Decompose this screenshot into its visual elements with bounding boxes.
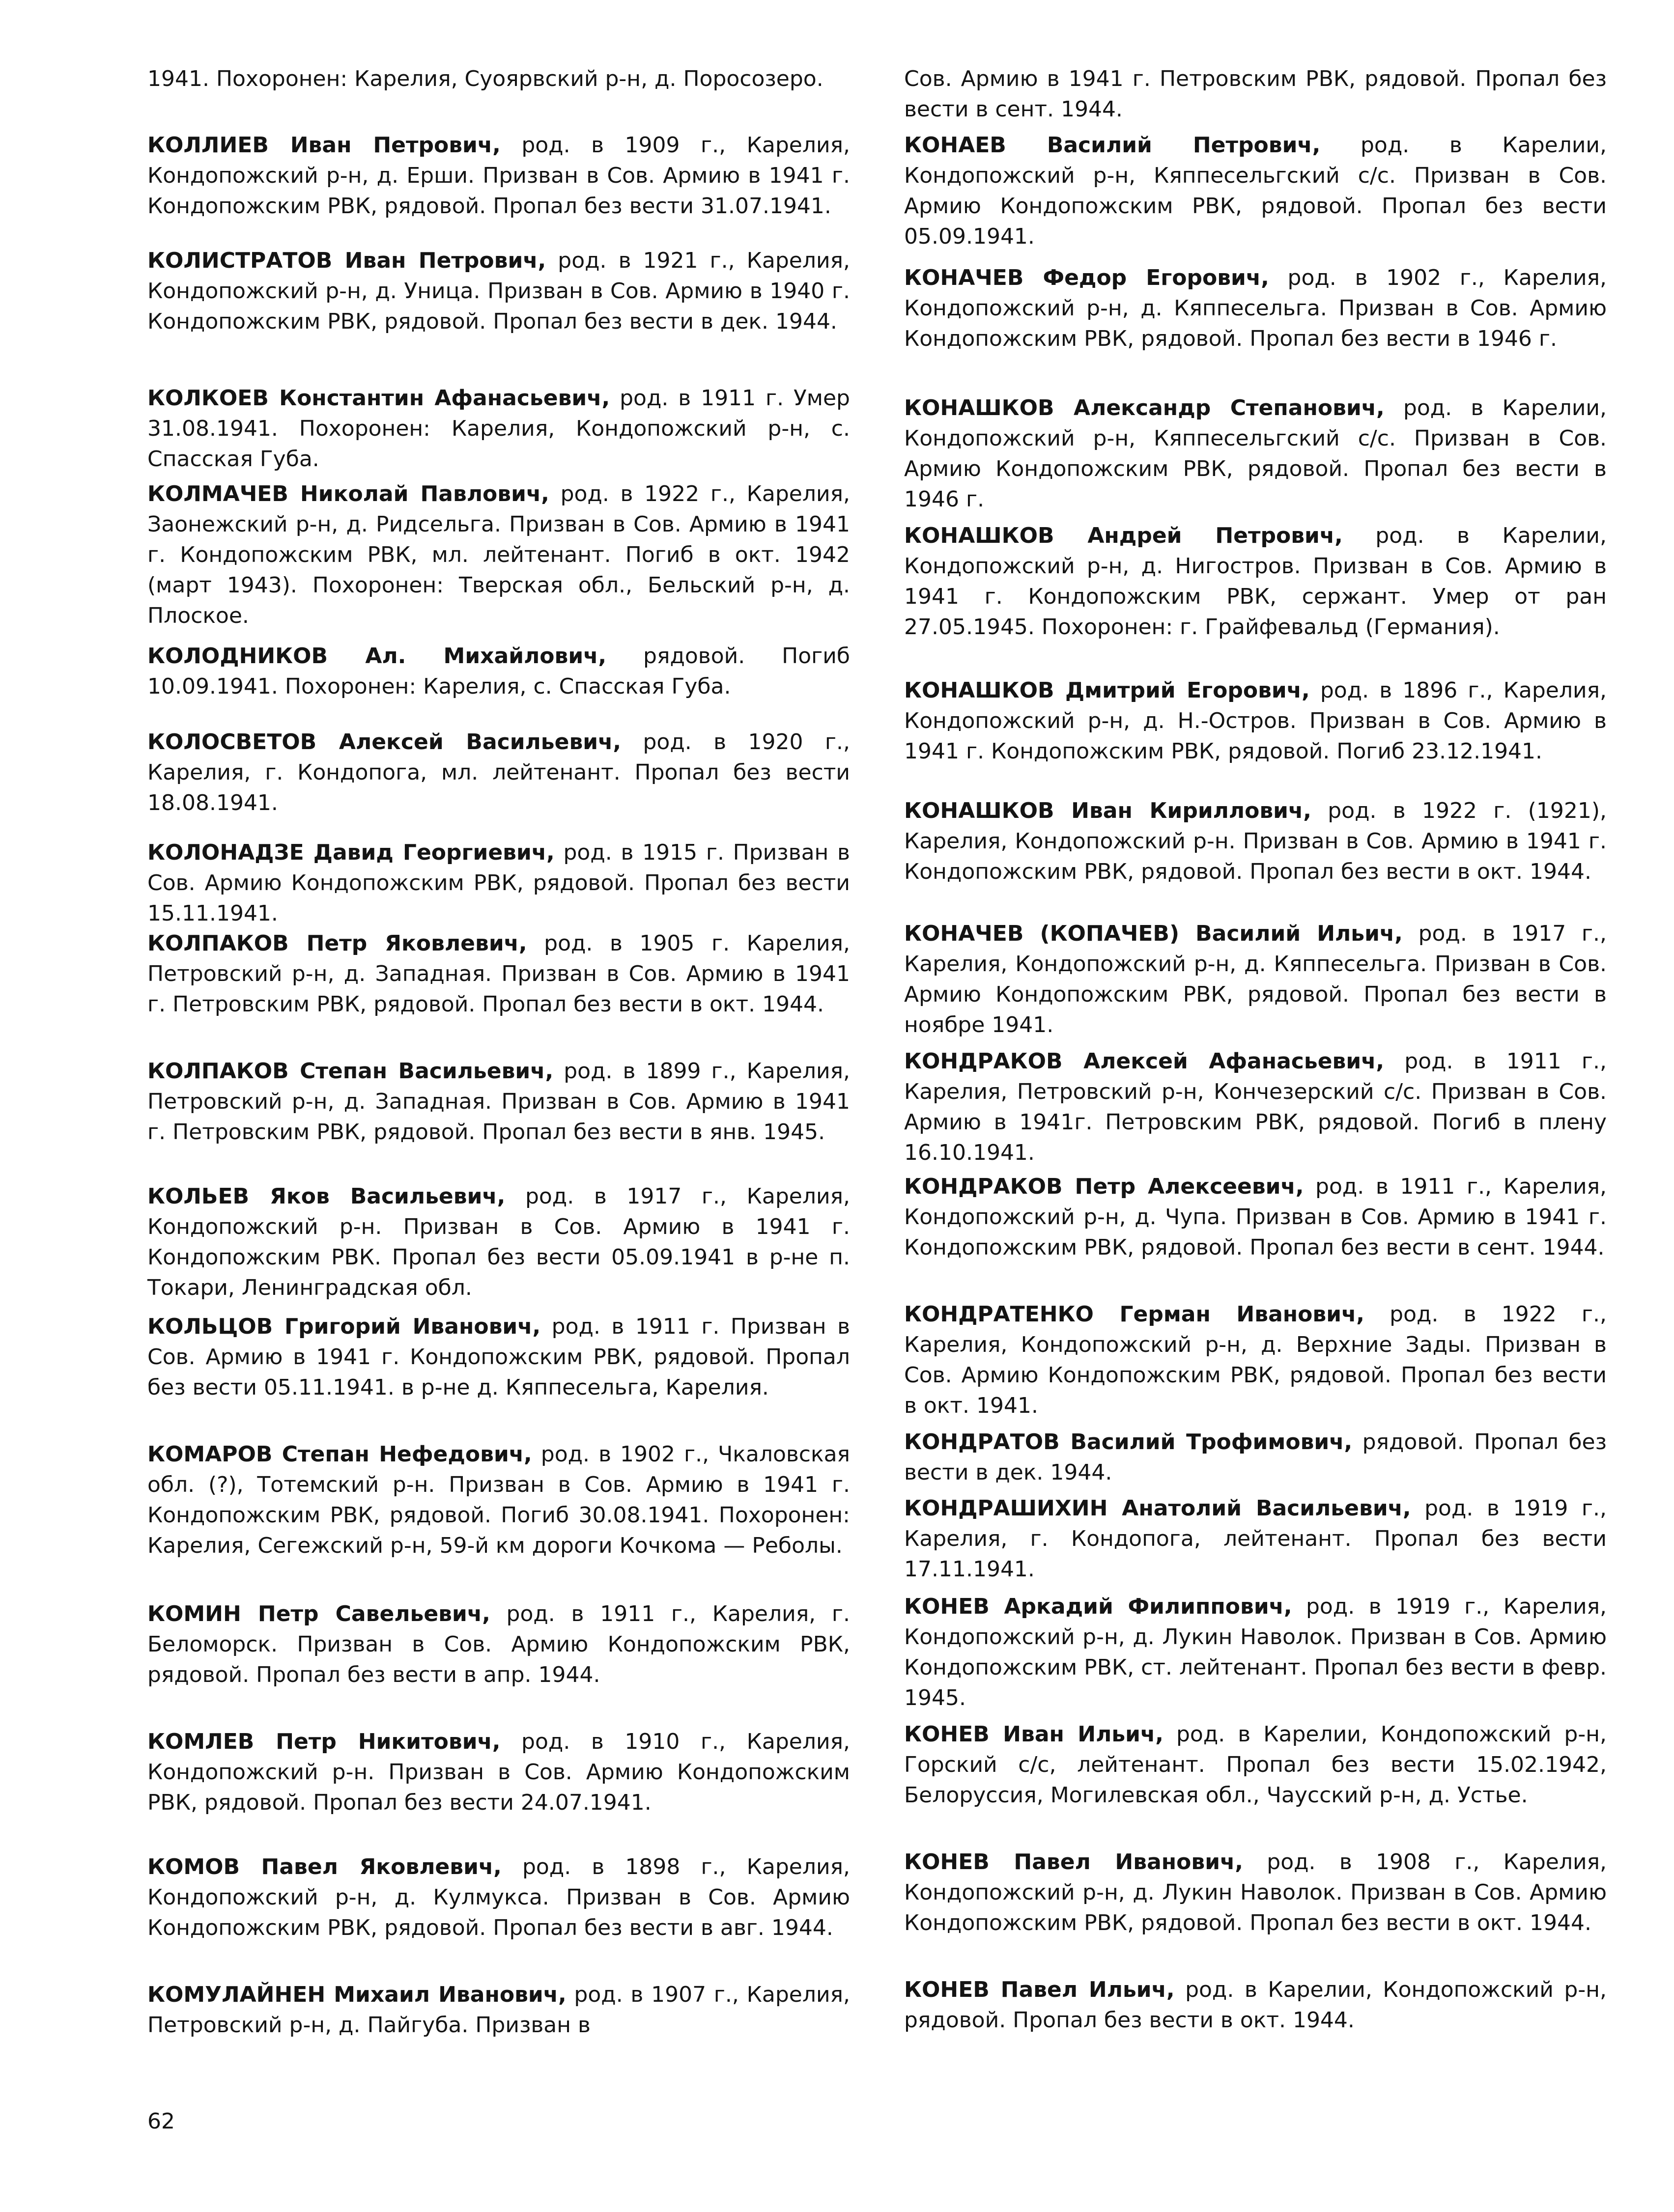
entry-name: КОЛЛИЕВ Иван Петрович, (147, 133, 501, 158)
register-entry (147, 641, 850, 702)
register-entry (147, 1181, 850, 1303)
entry-details: род. в Карелии, Кондопожский р-н, рядовой. Пропал без вести в окт. 1944. (904, 1977, 1607, 2033)
entry-name: КОНАЕВ Василий Петрович, (904, 133, 1321, 158)
entry-name: КОМУЛАЙНЕН Михаил Иванович, (147, 1982, 567, 2007)
register-entry (904, 1427, 1607, 1488)
left-column (147, 0, 850, 2212)
entry-name: КОНАЧЕВ (КОПАЧЕВ) Василий Ильич, (904, 921, 1403, 946)
entry-details: род. в 1908 г., Карелия, Кондопожский р-н, д. Лукин Наволок. Призван в Сов. Армию Кондопожским РВК, рядовой. Пропал без вести в окт. 1944. (904, 1849, 1607, 1935)
entry-details: род. в 1917 г., Карелия, Кондопожский р-н, д. Кяппесельга. Призван в Сов. Армию Кондопожским РВК, рядовой. Пропал без вести в ноябре 1941. (904, 921, 1607, 1037)
entry-details: род. в 1919 г., Карелия, г. Кондопога, лейтенант. Пропал без вести 17.11.1941. (904, 1496, 1607, 1582)
register-entry (147, 130, 850, 222)
entry-name: КОМАРОВ Степан Нефедович, (147, 1442, 532, 1467)
register-entry (904, 1299, 1607, 1421)
register-entry (147, 928, 850, 1020)
entry-details: род. в 1922 г. (1921), Карелия, Кондопожский р-н. Призван в Сов. Армию в 1941 г. Кондопожским РВК, рядовой. Пропал без вести в окт. 1944. (904, 798, 1607, 884)
register-entry (904, 796, 1607, 887)
entry-details: род. в 1917 г., Карелия, Кондопожский р-н. Призван в Сов. Армию в 1941 г. Кондопожским РВК. Пропал без вести 05.09.1941 в р-не п. Токари, Ленинградская обл. (147, 1184, 851, 1300)
entry-details: род. в 1907 г., Карелия, Петровский р-н, д. Пайгуба. Призван в (147, 1982, 851, 2038)
entry-details: род. в Карелии, Кондопожский р-н, Горский с/с, лейтенант. Пропал без вести 15.02.1942, Белоруссия, Могилевская обл., Чаусский р-н, д. Устье. (904, 1722, 1607, 1808)
entry-name: КОЛОДНИКОВ Ал. Михайлович, (147, 644, 607, 669)
register-entry (904, 263, 1607, 354)
register-entry (147, 1599, 850, 1690)
entry-name: КОЛКОЕВ Константин Афанасьевич, (147, 386, 610, 411)
register-entry (147, 1980, 850, 2041)
entry-details: род. в 1915 г. Призван в Сов. Армию Кондопожским РВК, рядовой. Пропал без вести 15.11.1941. (147, 840, 850, 926)
entry-name: КОНАЧЕВ Федор Егорович, (904, 265, 1269, 290)
entry-details: род. в Карелии, Кондопожский р-н, Кяппесельгский с/с. Призван в Сов. Армию Кондопожским РВК, рядовой. Пропал без вести 05.09.1941. (904, 133, 1607, 249)
register-entry (904, 1172, 1607, 1263)
entry-name: КОЛПАКОВ Петр Яковлевич, (147, 931, 527, 956)
register-entry (147, 1056, 850, 1148)
entry-name: КОНДРАТЕНКО Герман Иванович, (904, 1302, 1364, 1327)
register-entry (904, 521, 1607, 643)
entry-name: КОНАШКОВ Андрей Петрович, (904, 523, 1343, 548)
entry-name: КОНАШКОВ Александр Степанович, (904, 395, 1385, 420)
entry-name: КОЛЬЦОВ Григорий Иванович, (147, 1314, 541, 1339)
entry-details: род. в 1896 г., Карелия, Кондопожский р-н, д. Н.-Остров. Призван в Сов. Армию в 1941 г. Кондопожским РВК, рядовой. Погиб 23.12.1941. (904, 678, 1607, 764)
entry-details: род. в 1909 г., Карелия, Кондопожский р-н, д. Ерши. Призван в Сов. Армию в 1941 г. Кондопожским РВК, рядовой. Пропал без вести 31.07.1941. (147, 133, 850, 219)
register-entry (147, 383, 850, 475)
entry-details: род. в 1911 г., Карелия, Кондопожский р-н, д. Чупа. Призван в Сов. Армию в 1941 г. Кондопожским РВК, рядовой. Пропал без вести в сент. 1944. (904, 1174, 1607, 1260)
register-entry (904, 64, 1607, 125)
entry-details: рядовой. Пропал без вести в дек. 1944. (904, 1429, 1607, 1485)
entry-name: КОЛИСТРАТОВ Иван Петрович, (147, 248, 546, 273)
register-entry (904, 919, 1607, 1040)
entry-name: КОНАШКОВ Иван Кириллович, (904, 798, 1311, 823)
register-entry (147, 64, 850, 94)
register-entry (904, 1975, 1607, 2036)
entry-details: род. в 1911 г., Карелия, Петровский р-н, Кончезерский с/с. Призван в Сов. Армию в 1941г. Петровским РВК, рядовой. Погиб в плену 16.10.1941. (904, 1049, 1607, 1165)
entry-name: КОНДРАШИХИН Анатолий Васильевич, (904, 1496, 1411, 1521)
entry-name: КОНЕВ Аркадий Филиппович, (904, 1594, 1292, 1619)
register-entry (904, 675, 1607, 767)
entry-details: род. в 1911 г. Умер 31.08.1941. Похоронен: Карелия, Кондопожский р-н, с. Спасская Губа. (147, 386, 850, 472)
entry-name: КОЛМАЧЕВ Николай Павлович, (147, 481, 549, 506)
entry-details: род. в 1905 г. Карелия, Петровский р-н, д. Западная. Призван в Сов. Армию в 1941 г. Петровским РВК, рядовой. Пропал без вести в окт. 1944. (147, 931, 850, 1017)
entry-name: КОЛЬЕВ Яков Васильевич, (147, 1184, 506, 1209)
page-number: 62 (147, 2109, 175, 2134)
entry-name: КОНЕВ Павел Ильич, (904, 1977, 1175, 2002)
entry-name: КОЛПАКОВ Степан Васильевич, (147, 1059, 554, 1084)
register-entry (147, 246, 850, 337)
register-entry (904, 130, 1607, 252)
register-entry (147, 1312, 850, 1403)
entry-details: род. в 1921 г., Карелия, Кондопожский р-н, д. Уница. Призван в Сов. Армию в 1940 г. Кондопожским РВК, рядовой. Пропал без вести в дек. 1944. (147, 248, 851, 334)
register-entry (904, 393, 1607, 515)
register-entry (147, 1727, 850, 1818)
entry-name: КОНЕВ Павел Иванович, (904, 1849, 1244, 1875)
entry-details: род. в 1922 г., Карелия, Заонежский р-н, д. Ридсельга. Призван в Сов. Армию в 1941 г. Кондопожским РВК, мл. лейтенант. Погиб в окт. 1942 (март 1943). Похоронен: Тверская обл., Бельский р-н, д. Плоское. (147, 481, 850, 628)
register-entry (904, 1847, 1607, 1938)
entry-name: КОМИН Петр Савельевич, (147, 1601, 490, 1626)
entry-details: род. в 1911 г. Призван в Сов. Армию в 1941 г. Кондопожским РВК, рядовой. Пропал без вести 05.11.1941. в р-не д. Кяппесельга, Карелия. (147, 1314, 850, 1400)
register-entry (147, 1439, 850, 1561)
entry-details: род. в Карелии, Кондопожский р-н, Кяппесельгский с/с. Призван в Сов. Армию Кондопожским РВК, рядовой. Пропал без вести в 1946 г. (904, 395, 1607, 512)
entry-name: КОМОВ Павел Яковлевич, (147, 1854, 502, 1879)
entry-details: род. в 1902 г., Чкаловская обл. (?), Тотемский р-н. Призван в Сов. Армию в 1941 г. Кондопожским РВК, рядовой. Погиб 30.08.1941. Похоронен: Карелия, Сегежский р-н, 59-й км дороги Кочкома — Реболы. (147, 1442, 850, 1558)
entry-details: род. в 1920 г., Карелия, г. Кондопога, мл. лейтенант. Пропал без вести 18.08.1941. (147, 729, 850, 815)
entry-name: КОНАШКОВ Дмитрий Егорович, (904, 678, 1310, 703)
entry-name: КОНДРАКОВ Алексей Афанасьевич, (904, 1049, 1385, 1074)
entry-name: КОЛОСВЕТОВ Алексей Васильевич, (147, 729, 622, 755)
entry-details: род. в Карелии, Кондопожский р-н, д. Нигостров. Призван в Сов. Армию в 1941 г. Кондопожским РВК, сержант. Умер от ран 27.05.1945. Похоронен: г. Грайфевальд (Германия). (904, 523, 1607, 640)
register-entry (147, 838, 850, 929)
entry-name: КОНДРАТОВ Василий Трофимович, (904, 1429, 1353, 1455)
entry-details: род. в 1902 г., Карелия, Кондопожский р-н, д. Кяппесельга. Призван в Сов. Армию Кондопожским РВК, рядовой. Пропал без вести в 1946 г. (904, 265, 1607, 351)
entry-name: КОЛОНАДЗЕ Давид Георгиевич, (147, 840, 555, 865)
register-entry (904, 1592, 1607, 1713)
register-entry (147, 479, 850, 631)
register-entry (147, 727, 850, 818)
entry-name: КОНЕВ Иван Ильич, (904, 1722, 1163, 1747)
register-entry (904, 1493, 1607, 1585)
right-column (904, 0, 1607, 2212)
entry-details: род. в 1922 г., Карелия, Кондопожский р-н, д. Верхние Зады. Призван в Сов. Армию Кондопожским РВК, рядовой. Пропал без вести в окт. 1941. (904, 1302, 1607, 1418)
entry-details: род. в 1899 г., Карелия, Петровский р-н, д. Западная. Призван в Сов. Армию в 1941 г. Петровским РВК, рядовой. Пропал без вести в янв. 1945. (147, 1059, 850, 1145)
entry-details: 1941. Похоронен: Карелия, Суоярвский р-н, д. Поросозеро. (147, 66, 823, 91)
register-entry (147, 1852, 850, 1943)
register-entry (904, 1046, 1607, 1168)
entry-details: род. в 1911 г., Карелия, г. Беломорск. Призван в Сов. Армию Кондопожским РВК, рядовой. Пропал без вести в апр. 1944. (147, 1601, 850, 1687)
entry-name: КОНДРАКОВ Петр Алексеевич, (904, 1174, 1304, 1199)
entry-details: рядовой. Погиб 10.09.1941. Похоронен: Карелия, с. Спасская Губа. (147, 644, 851, 699)
entry-name: КОМЛЕВ Петр Никитович, (147, 1729, 501, 1754)
entry-details: Сов. Армию в 1941 г. Петровским РВК, рядовой. Пропал без вести в сент. 1944. (904, 66, 1607, 122)
entry-details: род. в 1910 г., Карелия, Кондопожский р-н. Призван в Сов. Армию Кондопожским РВК, рядовой. Пропал без вести 24.07.1941. (147, 1729, 850, 1815)
entry-details: род. в 1919 г., Карелия, Кондопожский р-н, д. Лукин Наволок. Призван в Сов. Армию Кондопожским РВК, ст. лейтенант. Пропал без вести в февр. 1945. (904, 1594, 1607, 1710)
entry-details: род. в 1898 г., Карелия, Кондопожский р-н, д. Кулмукса. Призван в Сов. Армию Кондопожским РВК, рядовой. Пропал без вести в авг. 1944. (147, 1854, 851, 1940)
register-entry (904, 1719, 1607, 1811)
